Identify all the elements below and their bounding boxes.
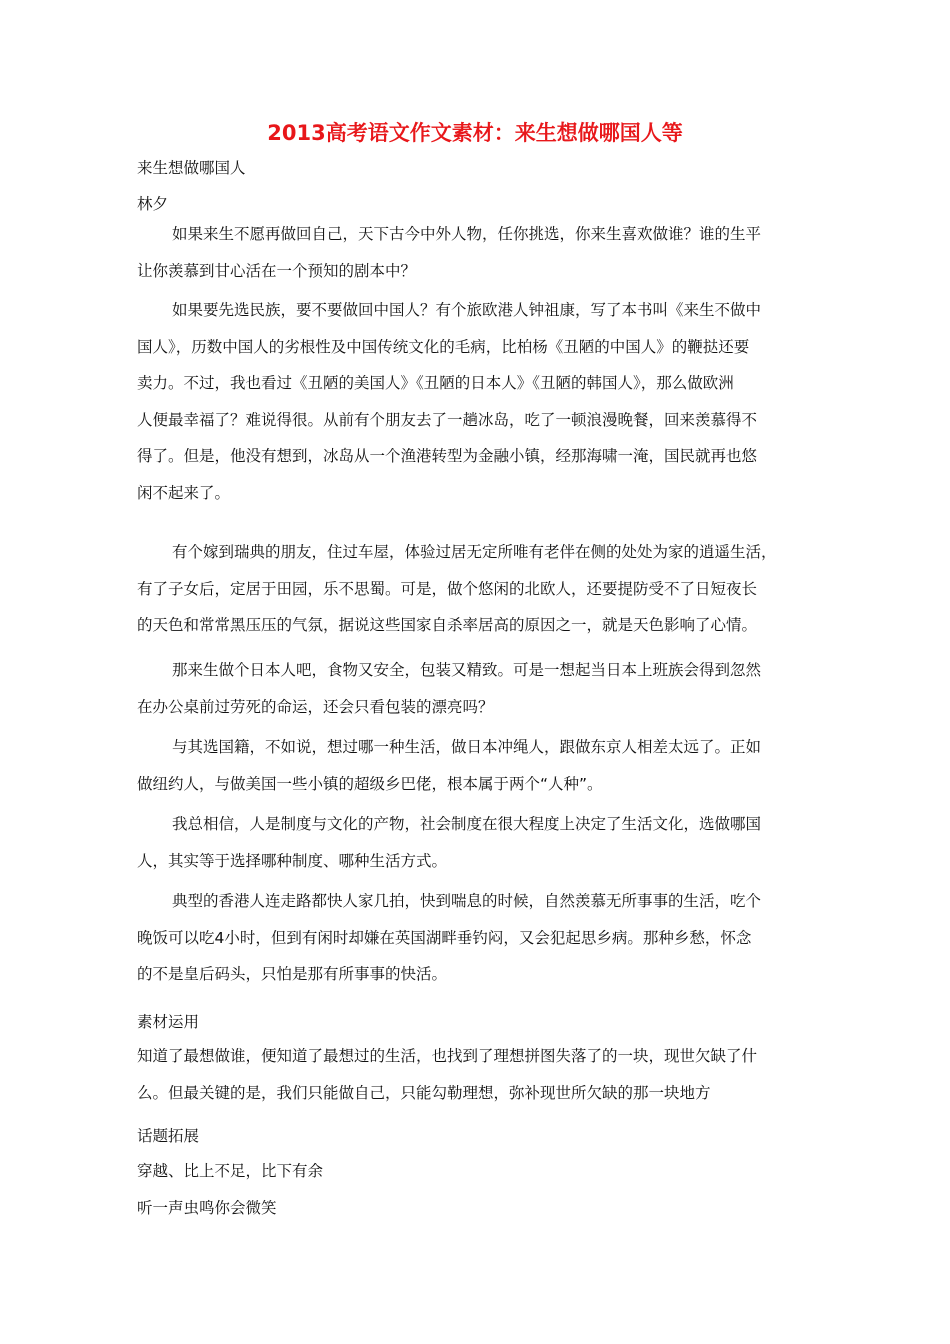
paragraph-line: 么。但最关键的是，我们只能做自己，只能勾勒理想，弥补现世所欠缺的那一块地方: [137, 1083, 711, 1102]
paragraph-3: [137, 534, 817, 644]
paragraph-line: 如果来生不愿再做回自己，天下古今中外人物，任你挑选，你来生喜欢做谁？谁的生平: [172, 225, 762, 243]
paragraph-line: 典型的香港人连走路都快人家几拍，快到喘息的时候，自然羡慕无所事事的生活，吃个: [172, 892, 762, 910]
paragraph-line: 那来生做个日本人吧，食物又安全，包装又精致。可是一想起当日本上班族会得到忽然: [172, 661, 762, 679]
paragraph-line: 在办公桌前过劳死的命运，还会只看包装的漂亮吗？: [137, 697, 494, 716]
paragraph-line: 我总相信，人是制度与文化的产物，社会制度在很大程度上决定了生活文化，选做哪国: [172, 815, 762, 833]
paragraph-line: 与其选国籍，不如说，想过哪一种生活，做日本冲绳人，跟做东京人相差太远了。正如: [172, 738, 762, 756]
paragraph-6: [137, 806, 817, 879]
paragraph-line: 晚饭可以吃4小时，但到有闲时却嫌在英国湖畔垂钓闷，又会犯起思乡病。那种乡愁，怀念: [137, 928, 752, 947]
paragraph-line: 让你羡慕到甘心活在一个预知的剧本中？: [137, 261, 417, 280]
paragraph-4: [137, 652, 817, 725]
material-paragraph: [137, 1038, 817, 1111]
paragraph-line: 闲不起来了。: [137, 483, 231, 502]
topic-item: 听一声虫鸣你会微笑: [137, 1199, 277, 1217]
paragraph-7: [137, 883, 817, 993]
paragraph-line: 有个嫁到瑞典的朋友，住过车屋，体验过居无定所唯有老伴在侧的处处为家的逍遥生活，: [172, 543, 777, 561]
paragraph-5: [137, 729, 817, 802]
paragraph-line: 做纽约人，与做美国一些小镇的超级乡巴佬，根本属于两个“人种”。: [137, 774, 603, 793]
author-name: 林夕: [137, 195, 169, 213]
paragraph-line: 有了子女后，定居于田园，乐不思蜀。可是，做个悠闲的北欧人，还要提防受不了日短夜长: [137, 579, 758, 598]
topic-item: 穿越、比上不足，比下有余: [137, 1162, 324, 1180]
document-title: 2013高考语文作文素材：来生想做哪国人等: [267, 121, 683, 145]
paragraph-line: 如果要先选民族，要不要做回中国人？有个旅欧港人钟祖康，写了本书叫《来生不做中: [172, 301, 762, 319]
paragraph-line: 国人》，历数中国人的劣根性及中国传统文化的毛病，比柏杨《丑陋的中国人》的鞭挞还要: [137, 337, 750, 356]
paragraph-line: 得了。但是，他没有想到，冰岛从一个渔港转型为金融小镇，经那海啸一淹，国民就再也悠: [137, 447, 758, 465]
paragraph-line: 的天色和常常黑压压的气氛，据说这些国家自杀率居高的原因之一，就是天色影响了心情。: [137, 616, 758, 634]
paragraph-line: 人便最幸福了？难说得很。从前有个朋友去了一趟冰岛，吃了一顿浪漫晚餐，回来羡慕得不: [137, 410, 758, 429]
topic-heading: 话题拓展: [137, 1127, 200, 1145]
paragraph-line: 人，其实等于选择哪种制度、哪种生活方式。: [137, 851, 448, 870]
article-title: 来生想做哪国人: [137, 159, 246, 177]
material-heading: 素材运用: [137, 1013, 200, 1031]
paragraph-2: [137, 292, 817, 511]
paragraph-1: [137, 216, 817, 289]
paragraph-line: 的不是皇后码头，只怕是那有所事事的快活。: [137, 965, 448, 983]
paragraph-line: 卖力。不过，我也看过《丑陋的美国人》《丑陋的日本人》《丑陋的韩国人》，那么做欧洲: [137, 374, 734, 392]
paragraph-line: 知道了最想做谁，便知道了最想过的生活，也找到了理想拼图失落了的一块，现世欠缺了什: [137, 1047, 758, 1065]
